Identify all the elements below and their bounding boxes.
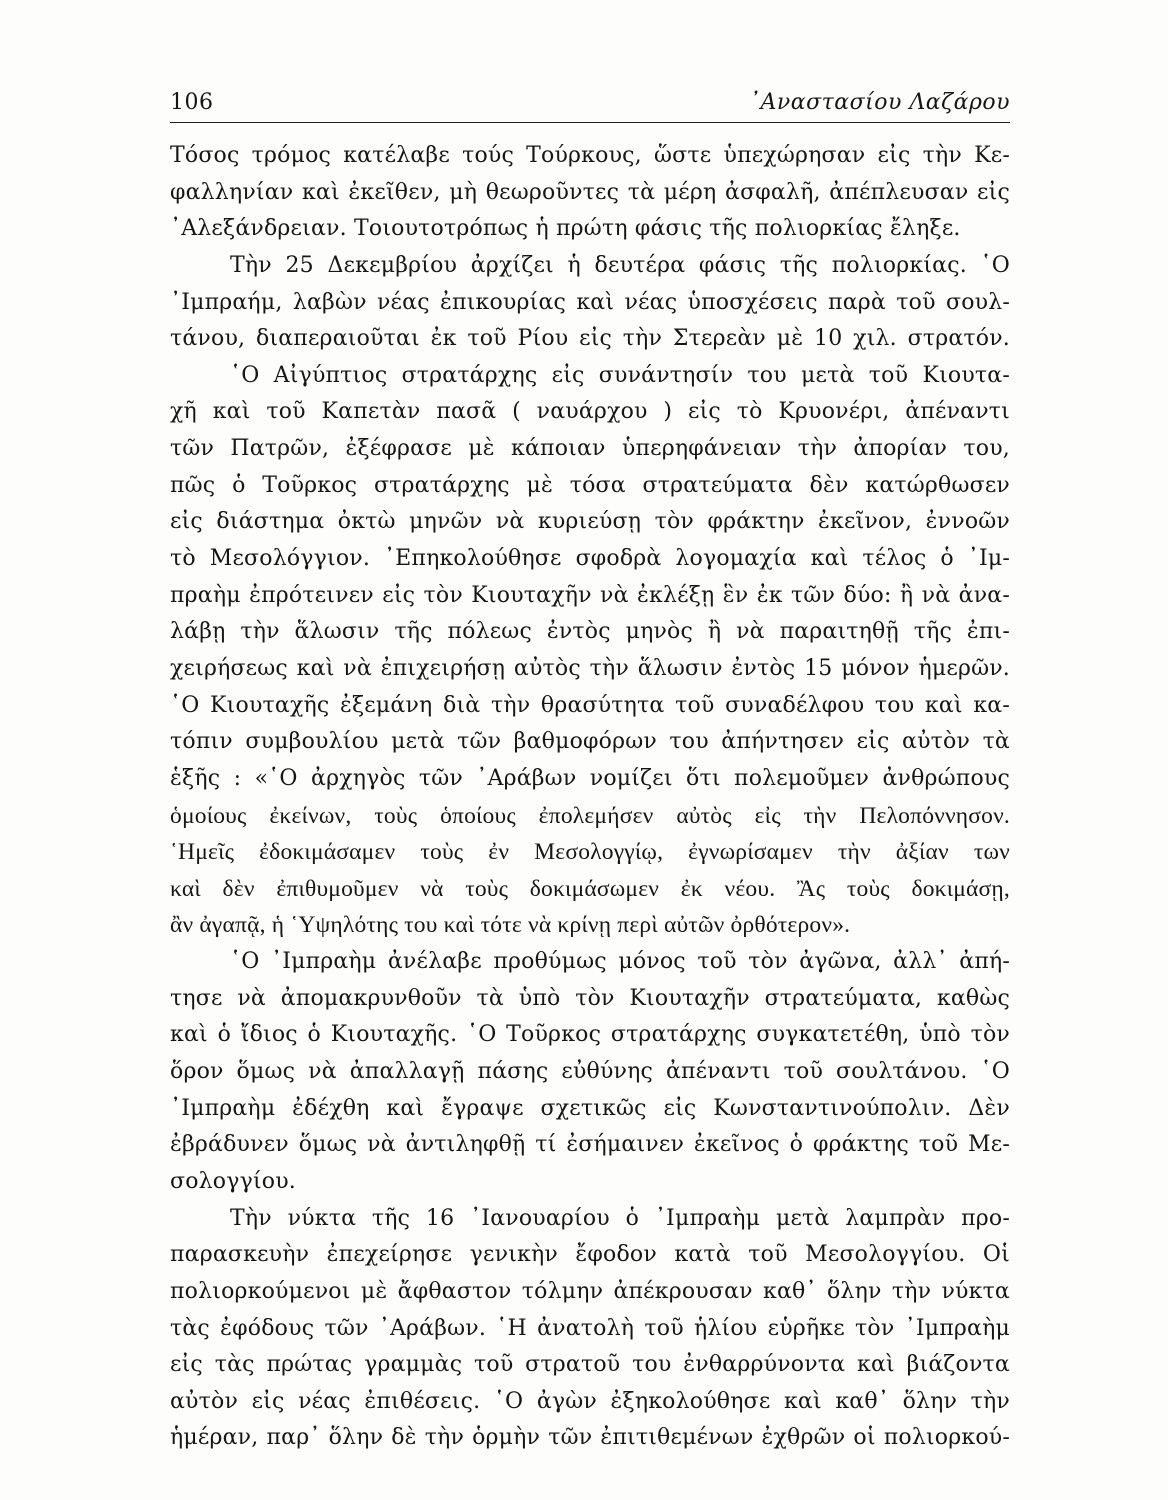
- text-line: τάνου, διαπεραιοῦται ἐκ τοῦ Ρίου εἰς τὴν Στερεὰν μὲ 10 χιλ. στρατόν.: [170, 326, 1010, 352]
- text-line: χειρήσεως καὶ νὰ ἐπιχειρήσῃ αὐτὸς τὴν ἅλωσιν ἐντὸς 15 μόνον ἡμερῶν.: [170, 655, 1010, 681]
- text-line: τὸ Μεσολόγγιον. ᾿Επηκολούθησε σφοδρὰ λογομαχία καὶ τέλος ὁ ᾿Ιμ-: [170, 546, 1010, 572]
- text-line: ἡμέραν, παρ᾿ ὅλην δὲ τὴν ὁρμὴν τῶν ἐπιτιθεμένων ἐχθρῶν οἱ πολιορκού-: [170, 1425, 1010, 1451]
- text-line: λάβῃ τὴν ἅλωσιν τῆς πόλεως ἐντὸς μηνὸς ἢ νὰ παραιτηθῇ τῆς ἐπι-: [170, 619, 1010, 645]
- text-line: Τὴν νύκτα τῆς 16 ᾿Ιανουαρίου ὁ ᾿Ιμπραὴμ μετὰ λαμπρὰν προ-: [230, 1205, 1010, 1231]
- text-line: ᾿Ιμπραήμ, λαβὼν νέας ἐπικουρίας καὶ νέας ὑποσχέσεις παρὰ τοῦ σουλ-: [170, 289, 1010, 315]
- text-line: ἂν ἀγαπᾷ, ἡ ῾Υψηλότης του καὶ τότε νὰ κρίνῃ περὶ αὐτῶν ὀρθότερον».: [170, 912, 851, 939]
- text-line: ῾Ο Κιουταχῆς ἐξεμάνη διὰ τὴν θρασύτητα τοῦ συναδέλφου του καὶ κα-: [170, 692, 1010, 718]
- page-header: [170, 88, 1010, 123]
- text-line: τησε νὰ ἀπομακρυνθοῦν τὰ ὑπὸ τὸν Κιουταχῆν στρατεύματα, καθὼς: [170, 985, 1010, 1011]
- text-line: τόπιν συμβουλίου μετὰ τῶν βαθμοφόρων του ἀπήντησεν εἰς αὐτὸν τὰ: [170, 729, 1010, 755]
- text-line: χῆ καὶ τοῦ Καπετὰν πασᾶ ( ναυάρχου ) εἰς τὸ Κρυονέρι, ἀπέναντι: [170, 399, 1010, 425]
- body-text: [170, 138, 1010, 1457]
- page-number: 106: [170, 90, 214, 115]
- text-line: Τόσος τρόμος κατέλαβε τούς Τούρκους, ὥστε ὑπεχώρησαν εἰς τὴν Κε-: [170, 143, 1010, 168]
- text-line: καὶ δὲν ἐπιθυμοῦμεν νὰ τοὺς δοκιμάσωμεν ἐκ νέου. Ἂς τοὺς δοκιμάσῃ,: [170, 875, 1010, 902]
- text-line: πραὴμ ἐπρότεινεν εἰς τὸν Κιουταχῆν νὰ ἐκλέξῃ ἓν ἐκ τῶν δύο: ἢ νὰ ἀνα-: [170, 582, 1010, 608]
- text-line: Τὴν 25 Δεκεμβρίου ἀρχίζει ἡ δευτέρα φάσις τῆς πολιορκίας. ῾Ο: [230, 252, 1010, 278]
- text-line: αὐτὸν εἰς νέας ἐπιθέσεις. ῾Ο ἀγὼν ἐξηκολούθησε καὶ καθ᾿ ὅλην τὴν: [170, 1388, 1010, 1414]
- text-line: ῾Ημεῖς ἐδοκιμάσαμεν τοὺς ἐν Μεσολογγίῳ, ἐγνωρίσαμεν τὴν ἀξίαν των: [170, 839, 1010, 866]
- text-line: εἰς τὰς πρώτας γραμμὰς τοῦ στρατοῦ του ἐνθαρρύνοντα καὶ βιάζοντα: [170, 1352, 1010, 1378]
- running-head: ᾿Αναστασίου Λαζάρου: [749, 90, 1010, 115]
- text-line: ᾿Ιμπραὴμ ἐδέχθη καὶ ἔγραψε σχετικῶς εἰς Κωνσταντινούπολιν. Δὲν: [170, 1095, 1010, 1121]
- text-line: ῾Ο Αἰγύπτιος στρατάρχης εἰς συνάντησίν του μετὰ τοῦ Κιουτα-: [230, 362, 1010, 388]
- text-line: πολιορκούμενοι μὲ ἄφθαστον τόλμην ἀπέκρουσαν καθ᾿ ὅλην τὴν νύκτα: [170, 1278, 1010, 1304]
- text-line: ὁμοίους ἐκείνων, τοὺς ὁποίους ἐπολεμήσεν αὐτὸς εἰς τὴν Πελοπόννησον.: [170, 802, 1010, 829]
- text-line: εἰς διάστημα ὀκτὼ μηνῶν νὰ κυριεύσῃ τὸν φράκτην ἐκεῖνον, ἐννοῶν: [170, 509, 1010, 535]
- text-line: πῶς ὁ Τοῦρκος στρατάρχης μὲ τόσα στρατεύματα δὲν κατώρθωσεν: [170, 472, 1010, 498]
- text-line: σολογγίου.: [170, 1168, 296, 1194]
- text-line: παρασκευὴν ἐπεχείρησε γενικὴν ἔφοδον κατὰ τοῦ Μεσολογγίου. Οἱ: [170, 1242, 1010, 1268]
- text-line: τὰς ἐφόδους τῶν ᾿Αράβων. ῾Η ἀνατολὴ τοῦ ἡλίου εὑρῆκε τὸν ᾿Ιμπραὴμ: [170, 1315, 1010, 1341]
- text-line: ῾Ο ᾿Ιμπραὴμ ἀνέλαβε προθύμως μόνος τοῦ τὸν ἀγῶνα, ἀλλ᾿ ἀπή-: [230, 949, 1010, 975]
- text-line: ᾿Αλεξάνδρειαν. Τοιουτοτρόπως ἡ πρώτη φάσις τῆς πολιορκίας ἔληξε.: [170, 216, 961, 242]
- text-line: ὅρον ὅμως νὰ ἀπαλλαγῇ πάσης εὐθύνης ἀπέναντι τοῦ σουλτάνου. ῾Ο: [170, 1059, 1010, 1085]
- text-line: ἑξῆς : «῾Ο ἀρχηγὸς τῶν ᾿Αράβων νομίζει ὅτι πολεμοῦμεν ἀνθρώπους: [170, 765, 1010, 791]
- text-line: φαλληνίαν καὶ ἐκεῖθεν, μὴ θεωροῦντες τὰ μέρη ἀσφαλῆ, ἀπέπλευσαν εἰς: [170, 179, 1010, 205]
- text-line: καὶ ὁ ἴδιος ὁ Κιουταχῆς. ῾Ο Τοῦρκος στρατάρχης συγκατετέθη, ὑπὸ τὸν: [170, 1022, 1010, 1048]
- text-line: τῶν Πατρῶν, ἐξέφρασε μὲ κάποιαν ὑπερηφάνειαν τὴν ἀπορίαν του,: [170, 436, 1010, 462]
- text-line: ἐβράδυνεν ὅμως νὰ ἀντιληφθῇ τί ἐσήμαινεν ἐκεῖνος ὁ φράκτης τοῦ Με-: [170, 1132, 1010, 1158]
